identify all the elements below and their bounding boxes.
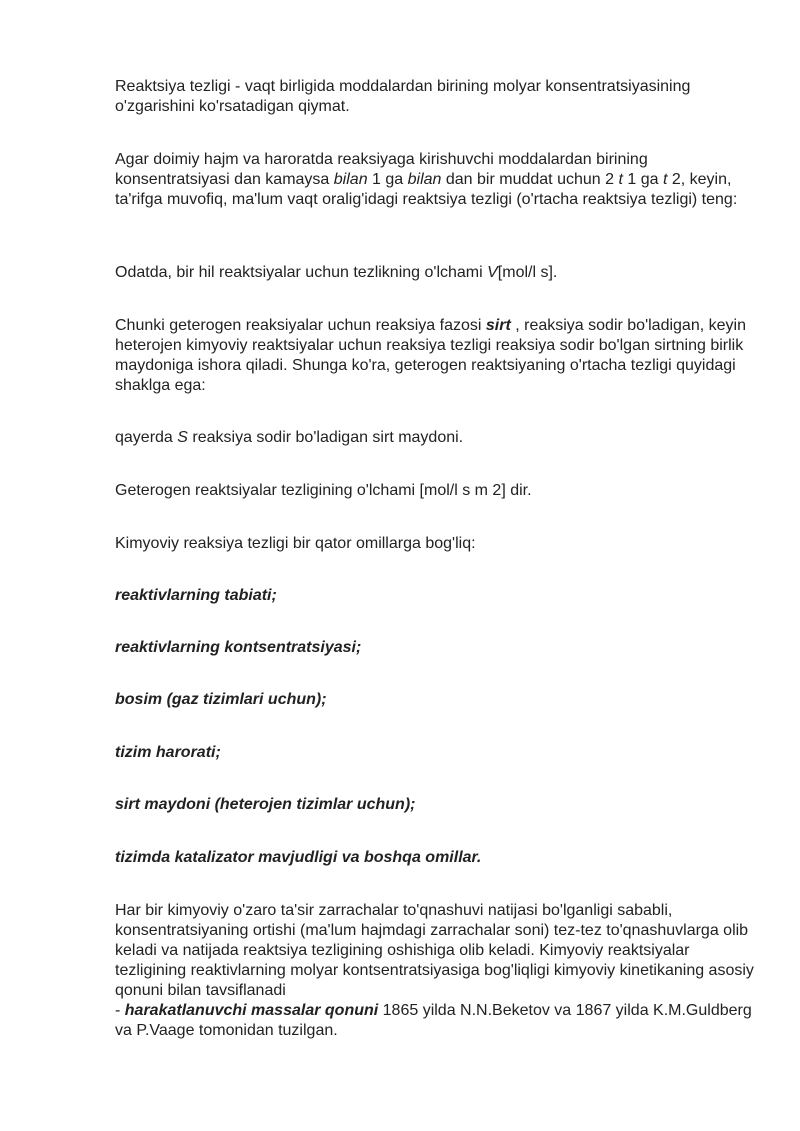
paragraph-average-rate [115,150,755,210]
text: dan bir muddat uchun 2 [441,171,619,188]
text: Har bir kimyoviy o'zaro ta'sir zarrachalar to'qnashuvi natijasi bo'lganligi sababli, konsentratsiyaning ortishi (ma'lum hajmdagi zarrachalar soni) tez-tez to'qnashuvlarga olib keladi va natijada reaktsiya tezligining oshishiga olib keladi. Kimyoviy reaktsiyalar tezligining reaktivlarning molyar kontsentratsiyasiga bog'liqligi kimyoviy kinetikaning asosiy qonuni bilan tavsiflanadi [115,902,754,999]
paragraph-heterogeneous-units [115,481,755,501]
factor-item: tizim harorati; [115,744,221,761]
bold-italic-text: sirt [485,317,511,334]
italic-text: t [618,171,623,188]
factor-item: bosim (gaz tizimlari uchun); [115,691,327,708]
bold-italic-text: harakatlanuvchi massalar qonuni [124,1002,379,1019]
text: - [115,1002,125,1019]
text: Reaktsiya tezligi - vaqt birligida moddalardan birining molyar konsentratsiyasining o'zgarishini ko'rsatadigan qiymat. [115,78,691,115]
text: 1 ga [367,171,408,188]
factor-item: sirt maydoni (heterojen tizimlar uchun); [115,796,416,813]
italic-text: S [177,429,188,446]
text: Chunki geterogen reaksiyalar uchun reaksiya fazosi [115,317,486,334]
text: Odatda, bir hil reaktsiyalar uchun tezlikning o'lchami [115,264,488,281]
text: reaksiya sodir bo'ladigan sirt maydoni. [187,429,464,446]
factor-item: reaktivlarning kontsentratsiyasi; [115,639,362,656]
italic-text: bilan [333,171,368,188]
text: Agar doimiy hajm va haroratda reaksiyaga kirishuvchi moddalardan birining konsentratsiyasi dan kamaysa [115,151,648,188]
text: , reaksiya sodir bo'ladigan, keyin heterojen kimyoviy reaktsiyalar uchun reaksiya tezligi reaksiya sodir bo'lgan sirtning birlik maydoniga ishora qiladi. Shunga ko'ra, geterogen reaktsiyaning o'rtacha tezligi quyidagi shaklga ega: [115,317,746,394]
text: Kimyoviy reaksiya tezligi bir qator omillarga bog'liq: [115,535,476,552]
text: qayerda [115,429,178,446]
factor-item: reaktivlarning tabiati; [115,587,277,604]
italic-text: bilan [407,171,442,188]
paragraph-factors-intro [115,534,755,554]
text: Geterogen reaktsiyalar tezligining o'lchami [mol/l s m 2] dir. [115,482,532,499]
text: 2, keyin, ta'rifga muvofiq, ma'lum vaqt oralig'idagi reaktsiya tezligi (o'rtacha reaktsiya tezligi) teng: [115,171,738,208]
italic-text: V [487,264,498,281]
paragraph-mass-action-law [115,901,755,1041]
paragraph-surface-area [115,428,755,448]
text: 1 ga [622,171,663,188]
paragraph-homogeneous-units [115,263,755,283]
text: [mol/l s]. [497,264,558,281]
factor-item: tizimda katalizator mavjudligi va boshqa omillar. [115,849,482,866]
paragraph-heterogeneous-rate [115,316,755,396]
paragraph-reaction-rate-definition [115,77,755,117]
text: 1865 yilda N.N.Beketov va 1867 yilda K.M.Guldberg va P.Vaage tomonidan tuzilgan. [115,1002,752,1039]
italic-text: t [662,171,668,188]
